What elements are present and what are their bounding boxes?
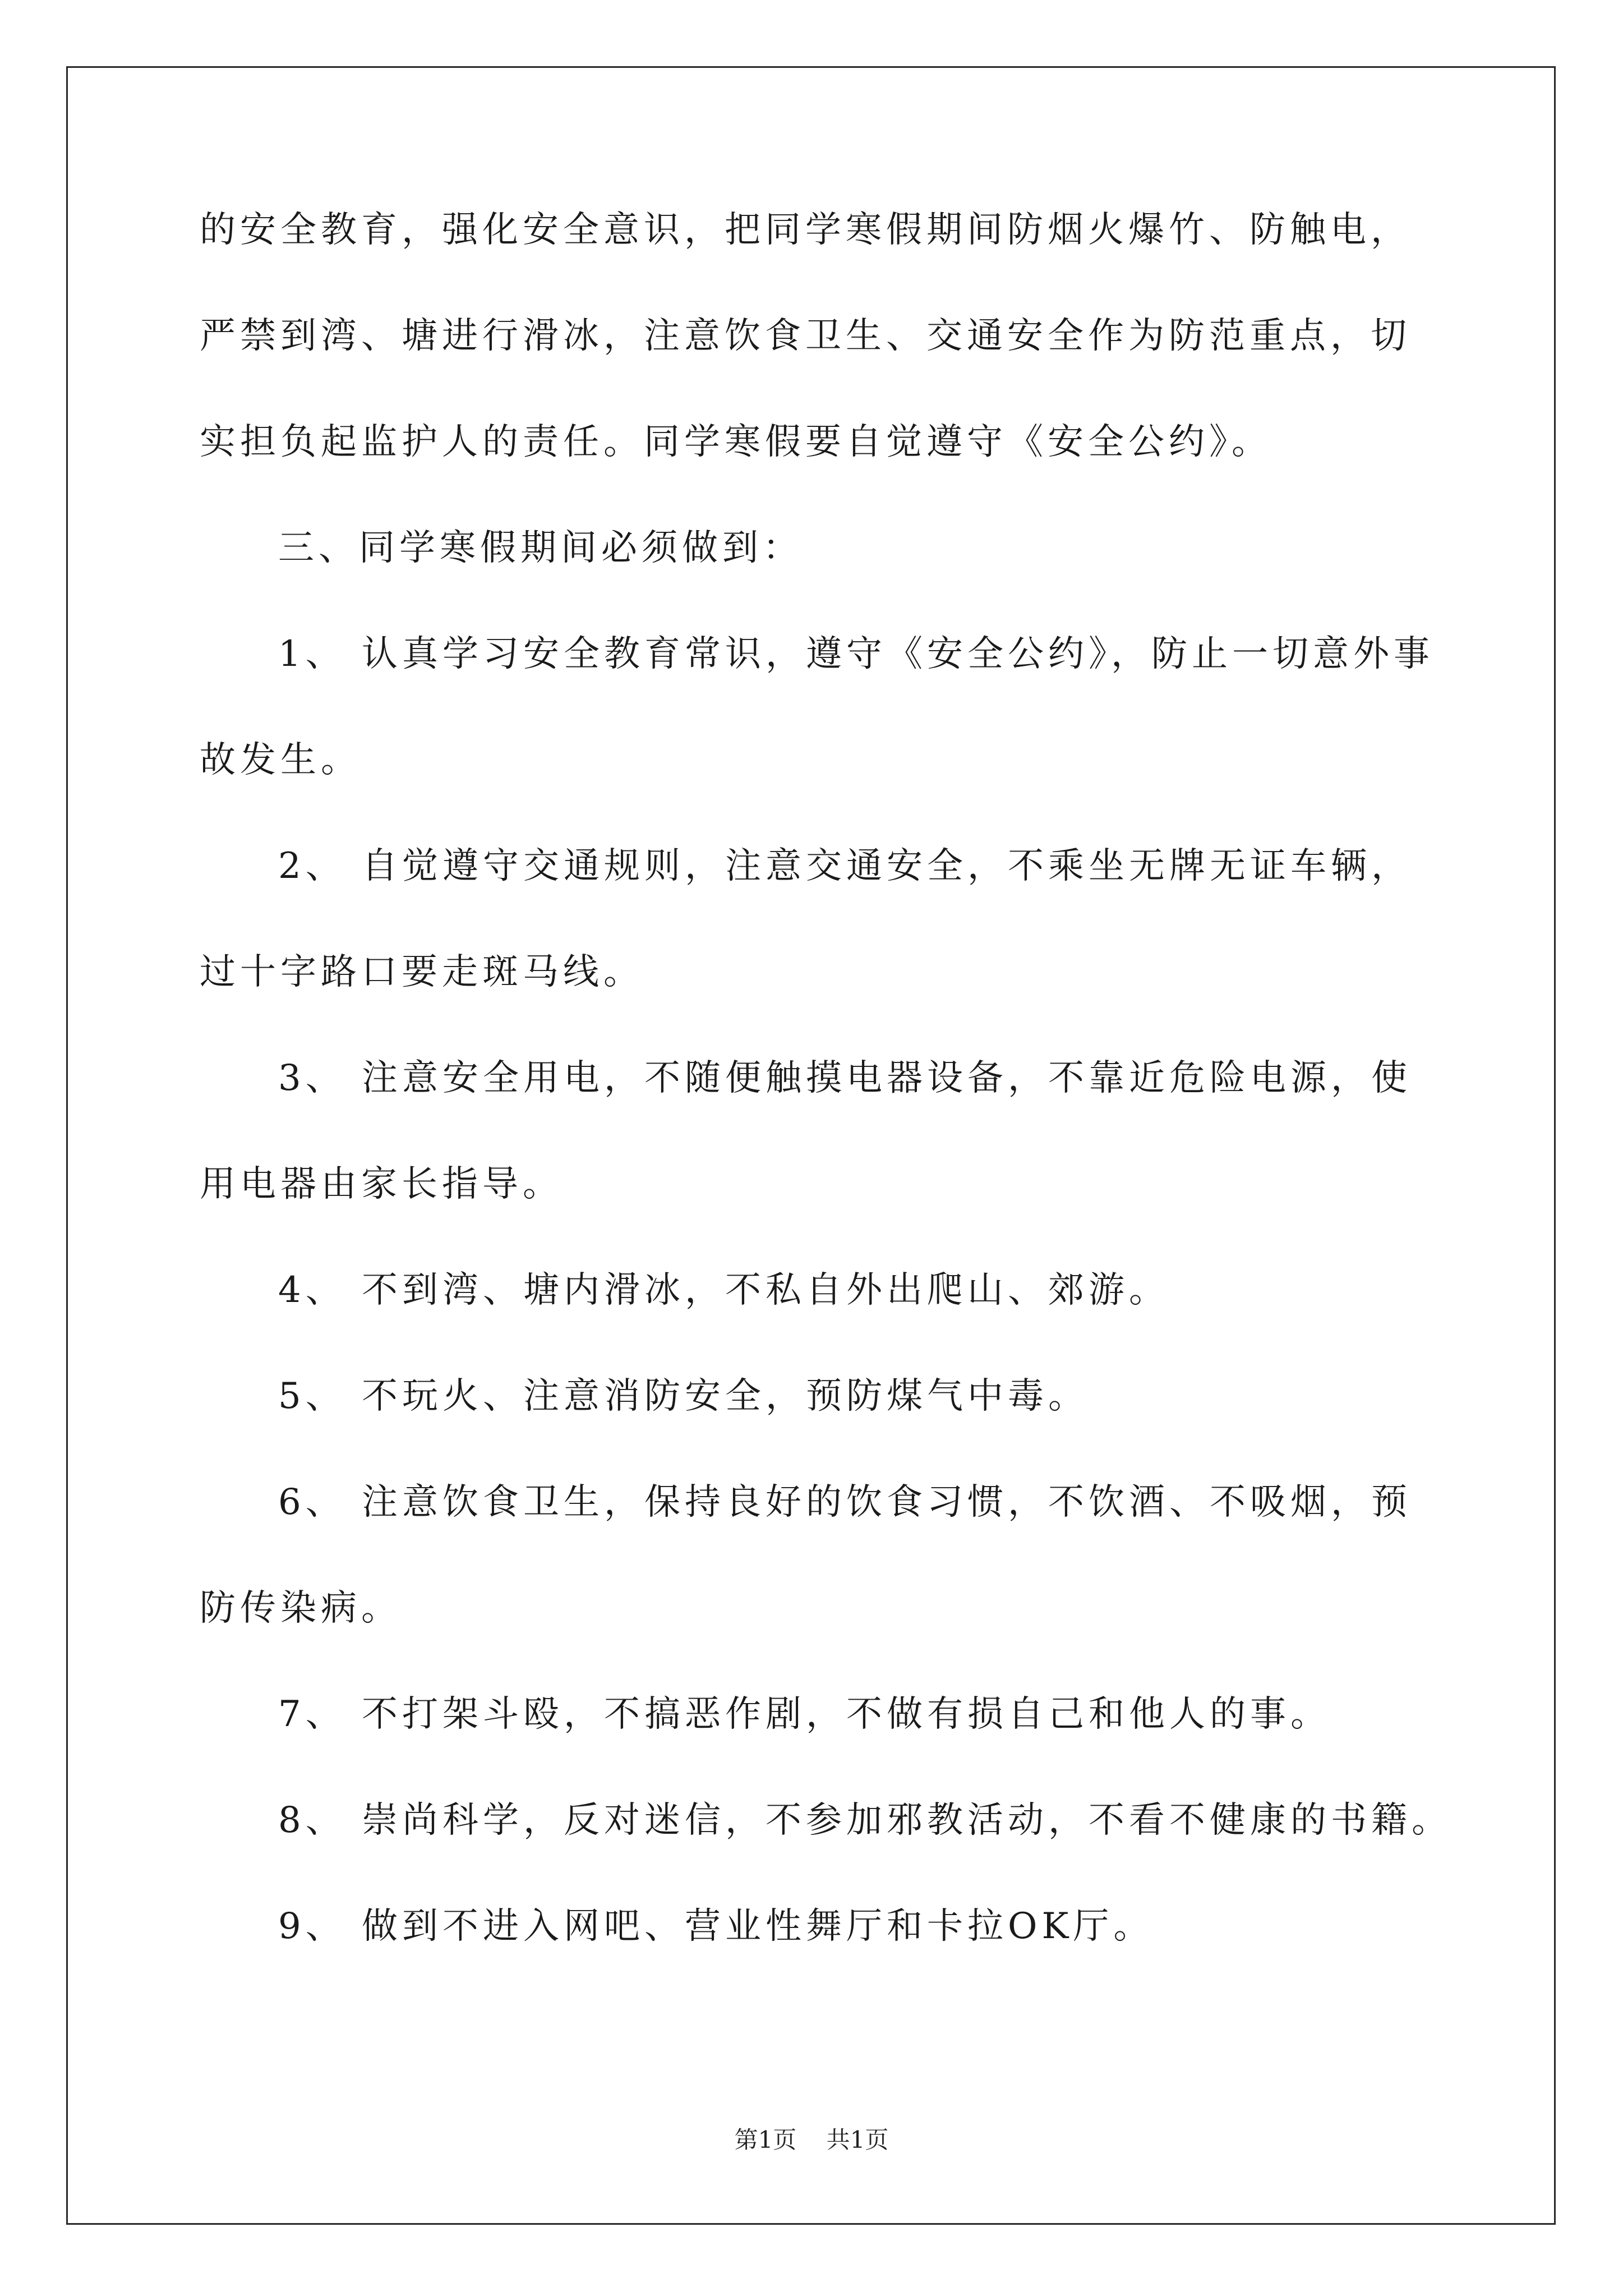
- list-item-4: 4、 不到湾、塘内滑冰，不私自外出爬山、郊游。: [278, 1269, 1170, 1311]
- page-number: 第1页: [734, 2126, 797, 2154]
- page-total: 共1页: [826, 2126, 889, 2154]
- section-heading: 三、同学寒假期间必须做到：: [278, 527, 803, 569]
- list-item-8: 8、 崇尚科学，反对迷信，不参加邪教活动，不看不健康的书籍。: [278, 1800, 1453, 1841]
- list-item-2: 2、 自觉遵守交通规则，注意交通安全，不乘坐无牌无证车辆，: [278, 845, 1412, 887]
- list-item-1: 1、 认真学习安全教育常识，遵守《安全公约》，防止一切意外事: [278, 633, 1435, 675]
- document-body: [200, 208, 1456, 2010]
- text-line-2: 严禁到湾、塘进行滑冰，注意饮食卫生、交通安全作为防范重点，切: [200, 315, 1411, 357]
- text-line-1: 的安全教育，强化安全意识，把同学寒假期间防烟火爆竹、防触电，: [200, 209, 1411, 251]
- list-item-3-continued: 用电器由家长指导。: [200, 1163, 563, 1205]
- list-item-6: 6、 注意饮食卫生，保持良好的饮食习惯，不饮酒、不吸烟，预: [278, 1481, 1412, 1523]
- list-item-1-continued: 故发生。: [200, 739, 361, 781]
- list-item-7: 7、 不打架斗殴，不搞恶作剧，不做有损自己和他人的事。: [278, 1694, 1331, 1735]
- list-item-5: 5、 不玩火、注意消防安全，预防煤气中毒。: [278, 1375, 1089, 1417]
- list-item-9: 9、 做到不进入网吧、营业性舞厅和卡拉OK厅。: [278, 1906, 1154, 1947]
- list-item-2-continued: 过十字路口要走斑马线。: [200, 951, 644, 993]
- page-footer: [0, 2126, 1623, 2154]
- text-line-3: 实担负起监护人的责任。同学寒假要自觉遵守《安全公约》。: [200, 421, 1272, 463]
- list-item-3: 3、 注意安全用电，不随便触摸电器设备，不靠近危险电源，使: [278, 1057, 1412, 1099]
- list-item-6-continued: 防传染病。: [200, 1588, 402, 1629]
